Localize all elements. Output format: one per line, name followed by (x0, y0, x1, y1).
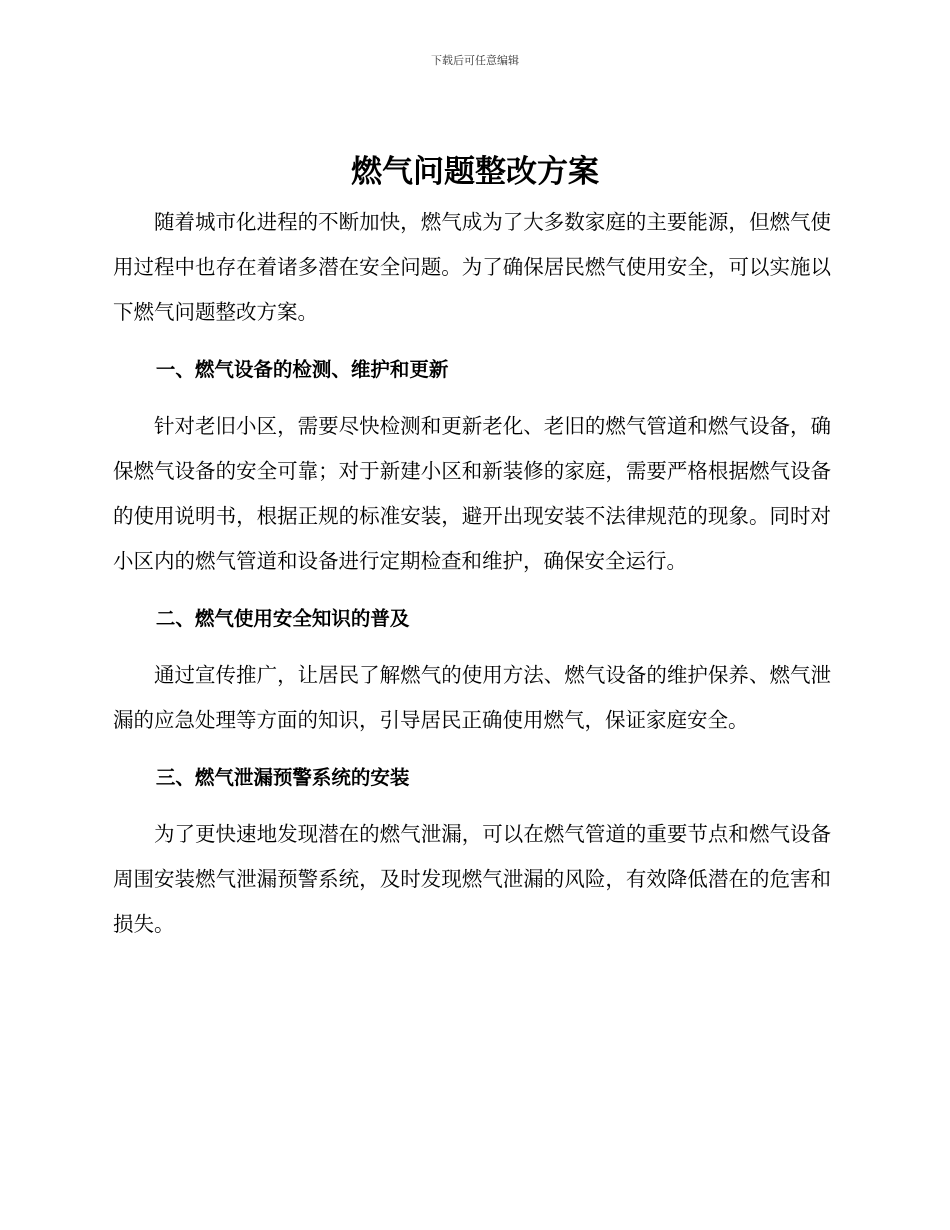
section-body-1: 针对老旧小区，需要尽快检测和更新老化、老旧的燃气管道和燃气设备，确保燃气设备的安全可靠；对于新建小区和新装修的家庭，需要严格根据燃气设备的使用说明书，根据正规的标准安装，避开出现安装不法律规范的现象。同时对小区内的燃气管道和设备进行定期检查和维护，确保安全运行。 (113, 414, 831, 573)
section-heading-2: 二、燃气使用安全知识的普及 (155, 607, 410, 630)
section-heading-3: 三、燃气泄漏预警系统的安装 (155, 766, 410, 789)
section-heading-1: 一、燃气设备的检测、维护和更新 (155, 358, 449, 381)
document-body (113, 200, 831, 947)
section-body-2: 通过宣传推广，让居民了解燃气的使用方法、燃气设备的维护保养、燃气泄漏的应急处理等方面的知识，引导居民正确使用燃气，保证家庭安全。 (113, 663, 831, 732)
page-header-note: 下载后可任意编辑 (431, 54, 519, 67)
intro-paragraph: 随着城市化进程的不断加快，燃气成为了大多数家庭的主要能源，但燃气使用过程中也存在着诸多潜在安全问题。为了确保居民燃气使用安全，可以实施以下燃气问题整改方案。 (113, 210, 831, 324)
section-body-3: 为了更快速地发现潜在的燃气泄漏，可以在燃气管道的重要节点和燃气设备周围安装燃气泄漏预警系统，及时发现燃气泄漏的风险，有效降低潜在的危害和损失。 (113, 822, 831, 936)
document-title: 燃气问题整改方案 (351, 154, 599, 190)
